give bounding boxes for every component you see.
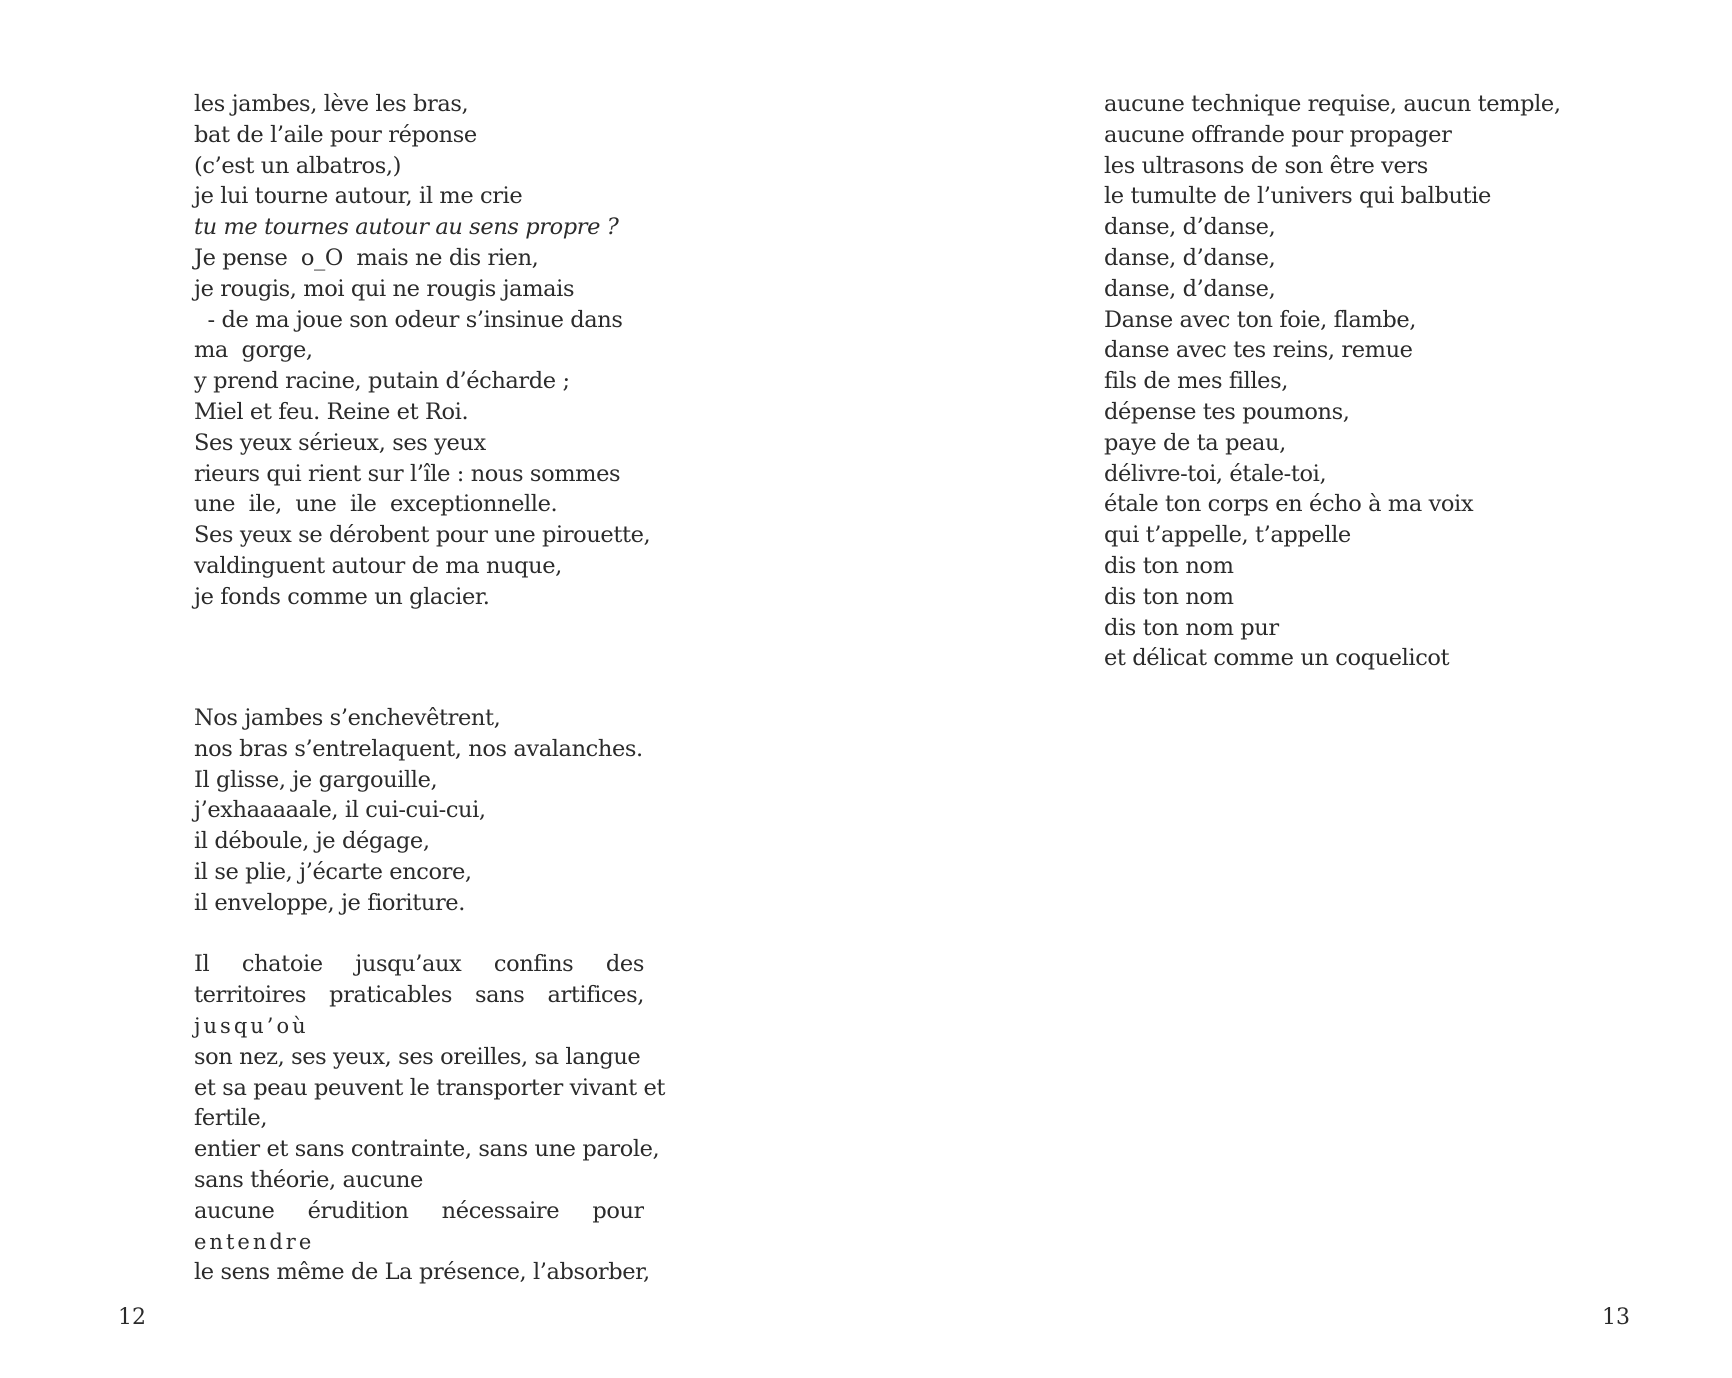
poem-line: nos bras s’entrelaquent, nos avalanches. [194, 735, 643, 762]
poem-line: je rougis, moi qui ne rougis jamais [194, 275, 575, 302]
poem-line: danse, d’danse, [1104, 214, 1276, 241]
poem-line: une ile, une ile exceptionnelle. [194, 491, 558, 518]
poem-line: aucune offrande pour propager [1104, 121, 1452, 148]
poem-line: sans théorie, aucune [194, 1166, 423, 1193]
poem-line: Ses yeux se dérobent pour une pirouette, [194, 522, 651, 549]
poem-line: Nos jambes s’enchevêtrent, [194, 705, 501, 731]
poem-line-justified: Il chatoie jusqu’aux confins des [194, 951, 644, 978]
poem-line: paye de ta peau, [1104, 429, 1286, 456]
poem-line: y prend racine, putain d’écharde ; [194, 368, 570, 395]
poem-line: je fonds comme un glacier. [194, 583, 490, 610]
poem-line: fertile, [194, 1105, 268, 1132]
poem-line: je lui tourne autour, il me crie [194, 183, 523, 210]
poem-line: Je pense o_O mais ne dis rien, [194, 244, 539, 271]
poem-line: le sens même de La présence, l’absorber, [194, 1259, 650, 1286]
poem-line: Danse avec ton foie, flambe, [1104, 306, 1417, 333]
poem-line: fils de mes filles, [1104, 368, 1288, 395]
poem-line: j’exhaaaaale, il cui-cui-cui, [194, 797, 486, 824]
poem-line: il se plie, j’écarte encore, [194, 858, 472, 885]
poem-line: Il glisse, je gargouille, [194, 766, 438, 793]
poem-line-justified: aucune érudition nécessaire pour [194, 1197, 644, 1224]
poem-line-justified: territoires praticables sans artifices, [194, 982, 644, 1009]
poem-line: les jambes, lève les bras, [194, 91, 469, 117]
poem-line: danse avec tes reins, remue [1104, 337, 1413, 364]
poem-line: - de ma joue son odeur s’insinue dans [194, 306, 623, 333]
page-number-right: 13 [1602, 1305, 1630, 1330]
poem-line: dis ton nom [1104, 583, 1234, 610]
poem-line: qui t’appelle, t’appelle [1104, 522, 1351, 549]
poem-line: Miel et feu. Reine et Roi. [194, 398, 469, 425]
left-stanza-1 [194, 89, 651, 613]
poem-line: son nez, ses yeux, ses oreilles, sa langue [194, 1043, 641, 1070]
poem-line: dis ton nom pur [1104, 614, 1279, 641]
poem-line: Ses yeux sérieux, ses yeux [194, 429, 486, 456]
poem-line: il enveloppe, je fioriture. [194, 889, 465, 916]
poem-line: les ultrasons de son être vers [1104, 152, 1428, 179]
stanza-gap [194, 919, 644, 950]
poem-line: et délicat comme un coquelicot [1104, 645, 1450, 672]
right-stanza [1104, 89, 1624, 674]
poem-line: entendre [194, 1229, 315, 1254]
poem-line: et sa peau peuvent le transporter vivant et [194, 1074, 666, 1101]
poem-line: étale ton corps en écho à ma voix [1104, 491, 1474, 518]
poem-line: aucune technique requise, aucun temple, [1104, 91, 1561, 117]
poem-line: il déboule, je dégage, [194, 828, 430, 855]
poem-line: danse, d’danse, [1104, 244, 1276, 271]
page-number-left: 12 [118, 1305, 146, 1330]
poem-line: bat de l’aile pour réponse [194, 121, 477, 148]
poem-line: rieurs qui rient sur l’île : nous sommes [194, 460, 621, 487]
poem-line: (c’est un albatros,) [194, 152, 401, 179]
poem-line: valdinguent autour de ma nuque, [194, 552, 562, 579]
poem-line: délivre-toi, étale-toi, [1104, 460, 1327, 487]
poem-line: ma gorge, [194, 337, 313, 364]
poem-line: jusqu’où [194, 1013, 309, 1038]
poem-line: entier et sans contrainte, sans une parole, [194, 1136, 660, 1163]
poem-line: dépense tes poumons, [1104, 398, 1350, 425]
left-stanza-2-3 [194, 703, 666, 1288]
poem-line: danse, d’danse, [1104, 275, 1276, 302]
poem-line: dis ton nom [1104, 552, 1234, 579]
poem-line-italic: tu me tournes autour au sens propre ? [194, 214, 619, 241]
poem-line: le tumulte de l’univers qui balbutie [1104, 183, 1491, 210]
